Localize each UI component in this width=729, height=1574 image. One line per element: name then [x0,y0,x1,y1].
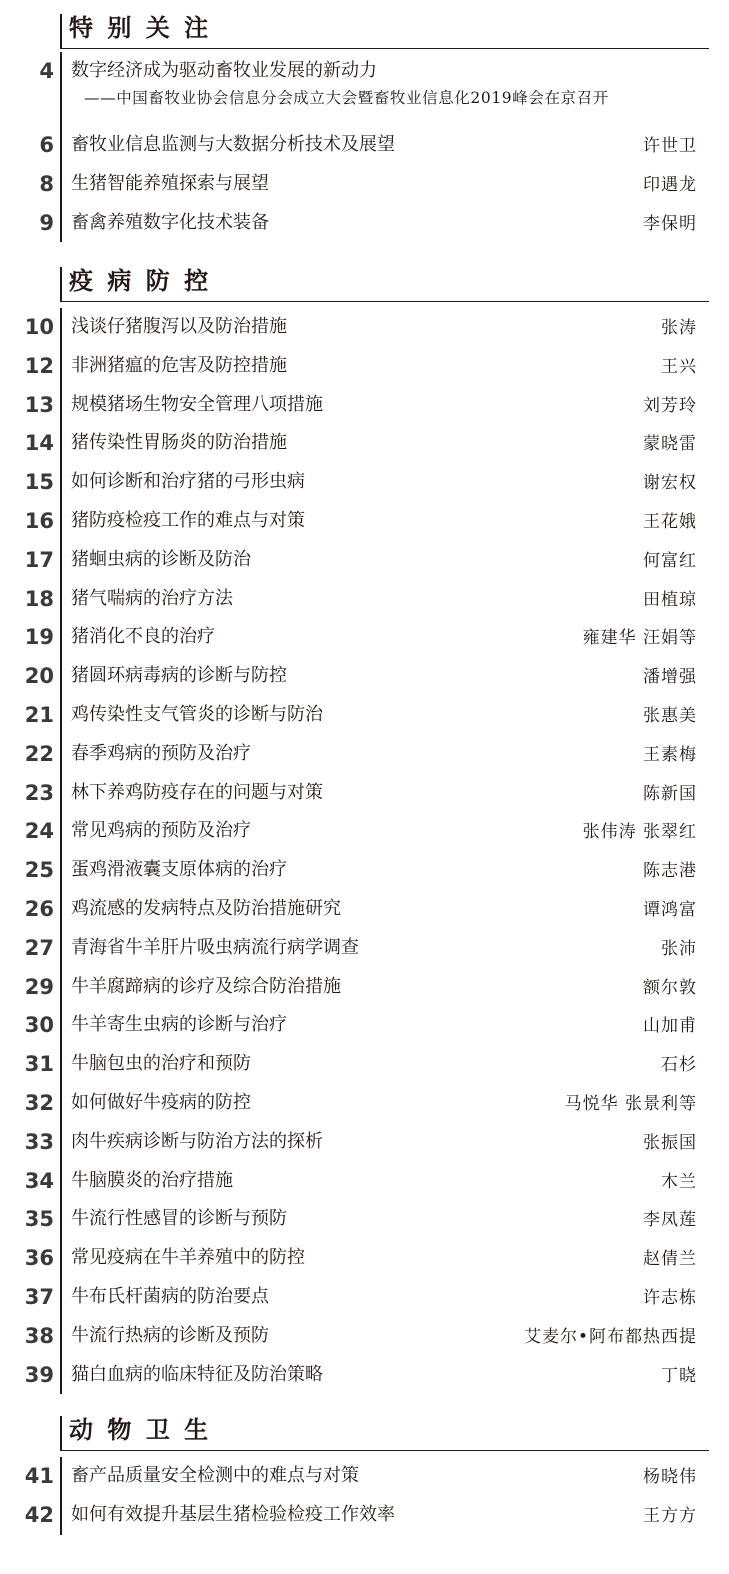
toc-entry[interactable] [0,890,729,929]
entry-list [0,308,729,1394]
article-title: 牛羊寄生虫病的诊断与治疗 [71,1014,287,1036]
article-author: 张伟涛 张翠红 [582,822,697,843]
page-number: 17 [24,547,54,572]
divider-line [60,424,62,463]
article-author: 王花娥 [643,511,697,532]
article-title: 牛流行性感冒的诊断与预防 [71,1208,287,1230]
page-number: 37 [24,1284,54,1309]
article-author: 刘芳玲 [643,395,697,416]
article-author: 张涛 [661,318,697,338]
article-title: 如何有效提升基层生猪检验检疫工作效率 [71,1503,395,1525]
page-number: 20 [24,664,54,689]
article-author: 张振国 [643,1132,697,1153]
page-number: 22 [24,741,54,766]
article-author: 王方方 [643,1505,697,1526]
article-title: 猪气喘病的治疗方法 [71,587,233,609]
toc-entry[interactable] [0,424,729,463]
divider-line [60,851,62,890]
page-number: 18 [24,586,54,611]
article-subtitle: ——中国畜牧业协会信息分会成立大会暨畜牧业信息化2019峰会在京召开 [84,89,609,107]
article-author: 木兰 [661,1171,697,1192]
article-author: 陈志港 [643,861,697,882]
toc-entry[interactable] [0,386,729,425]
article-title: 常见疫病在牛羊养殖中的防控 [71,1247,305,1269]
toc-entry[interactable] [0,502,729,541]
article-title: 畜产品质量安全检测中的难点与对策 [71,1465,359,1486]
toc-entry[interactable] [0,1239,729,1278]
toc-entry[interactable] [0,1457,729,1496]
section-header-bar [60,14,62,48]
article-title: 生猪智能养殖探索与展望 [71,172,269,194]
toc-entry[interactable] [0,1123,729,1162]
article-title: 如何诊断和治疗猪的弓形虫病 [71,471,305,493]
divider-line [60,1123,62,1162]
divider-line [60,1239,62,1278]
divider-line [60,165,62,204]
page-number: 21 [24,702,54,727]
page-number: 35 [24,1207,54,1232]
divider-line [60,347,62,386]
section-title: 疫 病 防 控 [69,267,212,295]
article-author: 潘增强 [643,667,697,688]
toc-entry[interactable] [0,204,729,243]
page-number: 16 [24,508,54,533]
divider-line [60,1084,62,1123]
divider-line [60,541,62,580]
page-number: 41 [24,1464,54,1488]
article-title: 非洲猪瘟的危害及防控措施 [71,354,287,376]
toc-entry[interactable] [0,1084,729,1123]
page-number: 27 [24,935,54,960]
page-number: 34 [24,1168,54,1193]
toc-entry[interactable] [0,1200,729,1239]
article-title: 猪消化不良的治疗 [71,626,215,648]
article-author: 马悦华 张景利等 [564,1093,697,1114]
article-author: 李保明 [643,213,697,234]
article-title: 猪防疫检疫工作的难点与对策 [71,509,305,531]
toc-entry[interactable] [0,774,729,813]
article-title: 牛脑膜炎的治疗措施 [71,1169,233,1191]
divider-line [60,463,62,502]
section-special-focus [0,0,729,242]
article-title: 数字经济成为驱动畜牧业发展的新动力 [71,60,377,81]
article-title: 如何做好牛疫病的防控 [71,1091,251,1113]
article-author: 谢宏权 [643,473,697,494]
article-author: 石杉 [661,1055,697,1076]
article-author: 杨晓伟 [643,1467,697,1487]
divider-line [60,1496,62,1535]
toc-entry[interactable] [0,1356,729,1395]
page-number: 38 [24,1323,54,1348]
page-number: 14 [24,431,54,456]
toc-entry[interactable] [0,308,729,347]
page-number: 29 [24,974,54,999]
article-title: 春季鸡病的预防及治疗 [71,742,251,764]
article-author: 田植琼 [643,589,697,610]
toc-entry[interactable] [0,1162,729,1201]
article-author: 赵倩兰 [643,1249,697,1270]
article-title: 猪圆环病毒病的诊断与防控 [71,665,287,687]
divider-line [60,204,62,243]
divider-line [60,1200,62,1239]
divider-line [60,580,62,619]
toc-entry[interactable] [0,618,729,657]
section-animal-health [0,1402,729,1535]
divider-line [60,1457,62,1496]
divider-line [60,890,62,929]
toc-entry[interactable] [0,1496,729,1535]
article-author: 谭鸿富 [643,899,697,920]
article-author: 额尔敦 [643,977,697,998]
divider-line [60,1006,62,1045]
page-number: 26 [24,896,54,921]
section-title: 特 别 关 注 [69,14,212,42]
article-author: 陈新国 [643,783,697,804]
page-number: 13 [24,392,54,417]
divider-line [60,1317,62,1356]
page-number: 15 [24,470,54,495]
page-number: 19 [24,625,54,650]
article-title: 常见鸡病的预防及治疗 [71,820,251,842]
divider-line [60,929,62,968]
divider-line [60,1162,62,1201]
divider-line [60,618,62,657]
divider-line [60,812,62,851]
toc-entry[interactable] [0,1278,729,1317]
article-title: 猫白血病的临床特征及防治策略 [71,1363,323,1385]
article-title: 牛羊腐蹄病的诊疗及综合防治措施 [71,975,341,997]
page-number: 42 [24,1502,54,1527]
page-number: 36 [24,1246,54,1271]
divider-line [60,1045,62,1084]
article-author: 蒙晓雷 [643,434,697,455]
page-number: 24 [24,819,54,844]
section-header-bar [60,1416,62,1450]
toc-entry[interactable] [0,463,729,502]
page-number: 33 [24,1129,54,1154]
article-author: 印遇龙 [643,174,697,195]
page-number: 10 [24,315,54,339]
page-number: 23 [24,780,54,805]
article-author: 许志栋 [643,1287,697,1308]
divider-line [60,968,62,1007]
divider-line [60,52,62,126]
article-author: 张惠美 [643,705,697,726]
toc-entry[interactable] [0,126,729,165]
article-title: 肉牛疾病诊断与防治方法的探析 [71,1130,323,1152]
article-title: 鸡传染性支气管炎的诊断与防治 [71,703,323,725]
article-author: 张沛 [661,938,697,959]
article-title: 青海省牛羊肝片吸虫病流行病学调查 [71,936,359,958]
page-number: 8 [39,171,54,196]
toc-entry[interactable] [0,657,729,696]
toc-entry[interactable] [0,580,729,619]
article-author: 丁晓 [661,1365,697,1386]
page-number: 4 [39,59,54,83]
section-title: 动 物 卫 生 [69,1416,212,1444]
article-title: 规模猪场生物安全管理八项措施 [71,393,323,415]
toc-entry[interactable] [0,1045,729,1084]
toc-entry[interactable] [0,347,729,386]
article-title: 鸡流感的发病特点及防治措施研究 [71,897,341,919]
article-title: 猪蛔虫病的诊断及防治 [71,548,251,570]
divider-line [60,657,62,696]
toc-entry[interactable] [0,812,729,851]
toc-entry[interactable] [0,929,729,968]
page-number: 30 [24,1013,54,1038]
entry-list [0,1457,729,1535]
toc-entry[interactable] [0,541,729,580]
article-author: 雍建华 汪娟等 [582,628,697,649]
divider-line [60,308,62,347]
divider-line [60,696,62,735]
page-number: 39 [24,1362,54,1387]
article-title: 畜牧业信息监测与大数据分析技术及展望 [71,134,395,155]
article-title: 畜禽养殖数字化技术装备 [71,211,269,233]
article-title: 牛脑包虫的治疗和预防 [71,1053,251,1075]
toc-entry[interactable] [0,165,729,204]
article-author: 山加甫 [643,1016,697,1037]
divider-line [60,502,62,541]
article-title: 林下养鸡防疫存在的问题与对策 [71,781,323,803]
toc-entry[interactable] [0,735,729,774]
toc-entry[interactable] [0,1317,729,1356]
article-author: 王素梅 [643,744,697,765]
toc-entry[interactable] [0,851,729,890]
page-number: 12 [24,353,54,378]
page-number: 6 [39,133,54,157]
divider-line [60,386,62,425]
toc-entry[interactable] [0,52,729,126]
section-header [60,253,709,302]
section-header-bar [60,267,62,301]
section-header [60,1402,709,1451]
divider-line [60,735,62,774]
article-author: 许世卫 [643,136,697,156]
page-number: 25 [24,858,54,883]
article-author: 李凤莲 [643,1210,697,1231]
section-disease-control [0,253,729,1394]
page-number: 31 [24,1052,54,1077]
toc-entry[interactable] [0,968,729,1007]
divider-line [60,774,62,813]
page-number: 9 [39,210,54,235]
article-author: 何富红 [643,550,697,571]
divider-line [60,1278,62,1317]
section-header [60,0,709,49]
article-author: 艾麦尔•阿布都热西提 [523,1326,697,1347]
divider-line [60,126,62,165]
article-author: 王兴 [661,356,697,377]
divider-line [60,1356,62,1395]
article-title: 牛流行热病的诊断及预防 [71,1324,269,1346]
toc-entry[interactable] [0,1006,729,1045]
article-title: 猪传染性胃肠炎的防治措施 [71,432,287,454]
entry-list [0,52,729,242]
toc-entry[interactable] [0,696,729,735]
article-title: 蛋鸡滑液囊支原体病的治疗 [71,859,287,881]
article-title: 浅谈仔猪腹泻以及防治措施 [71,316,287,337]
page-number: 32 [24,1090,54,1115]
article-title: 牛布氏杆菌病的防治要点 [71,1285,269,1307]
